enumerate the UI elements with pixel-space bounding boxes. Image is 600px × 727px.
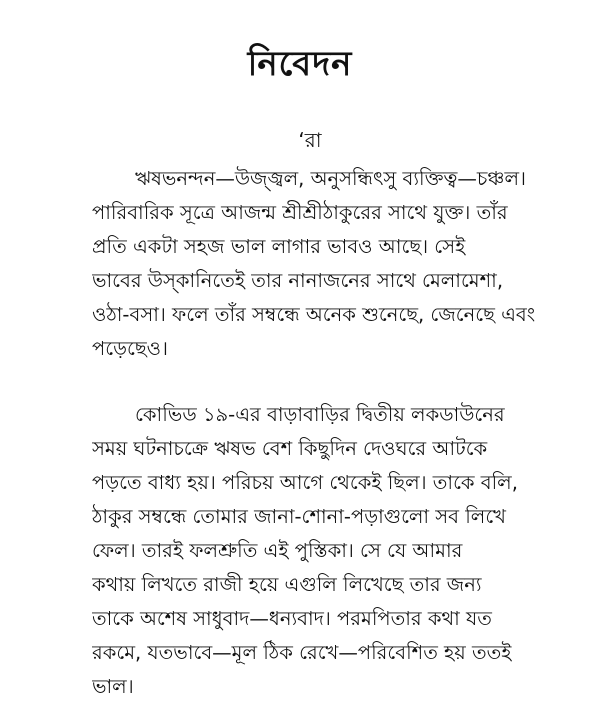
paragraph-line: ঋষভনন্দন—উজ্জ্বল, অনুসন্ধিৎসু ব্যক্তিত্ব—চঞ্চল। xyxy=(135,167,526,190)
paragraph-line: তাকে অশেষ সাধুবাদ—ধন্যবাদ। পরমপিতার কথা যত xyxy=(92,607,492,630)
paragraph-line: পারিবারিক সূত্রে আজন্ম শ্রীশ্রীঠাকুরের সাথে যুক্ত। তাঁর xyxy=(92,201,508,224)
paragraph-line: ফেল। তারই ফলশ্রুতি এই পুস্তিকা। সে যে আমার xyxy=(92,539,463,562)
paragraph-line: ঠাকুর সম্বন্ধে তোমার জানা-শোনা-পড়াগুলো সব লিখে xyxy=(92,505,506,528)
paragraph-line: ওঠা-বসা। ফলে তাঁর সম্বন্ধে অনেক শুনেছে, জেনেছে এবং xyxy=(92,303,536,326)
paragraph-line: সময় ঘটনাচক্রে ঋষভ বেশ কিছুদিন দেওঘরে আটকে xyxy=(92,437,488,460)
paragraph-line: রকমে, যতভাবে—মূল ঠিক রেখে—পরিবেশিত হয় ততই xyxy=(92,641,512,664)
paragraph-line: পড়েছেও। xyxy=(92,337,168,360)
page-title: নিবেদন xyxy=(247,44,353,84)
paragraph-line: ভাল। xyxy=(92,675,134,698)
author-initials: ‘রা xyxy=(298,128,322,152)
paragraph-line: পড়তে বাধ্য হয়। পরিচয় আগে থেকেই ছিল। তাকে বলি, xyxy=(92,471,518,494)
paragraph-line: প্রতি একটা সহজ ভাল লাগার ভাবও আছে। সেই xyxy=(92,235,466,258)
paragraph-line: কথায় লিখতে রাজী হয়ে এগুলি লিখেছে তার জন্য xyxy=(92,573,482,596)
paragraph-line: ভাবের উস্‌কানিতেই তার নানাজনের সাথে মেলামেশা, xyxy=(92,269,504,292)
paragraph-line: কোভিড ১৯-এর বাড়াবাড়ির দ্বিতীয় লকডাউনের xyxy=(135,403,505,426)
